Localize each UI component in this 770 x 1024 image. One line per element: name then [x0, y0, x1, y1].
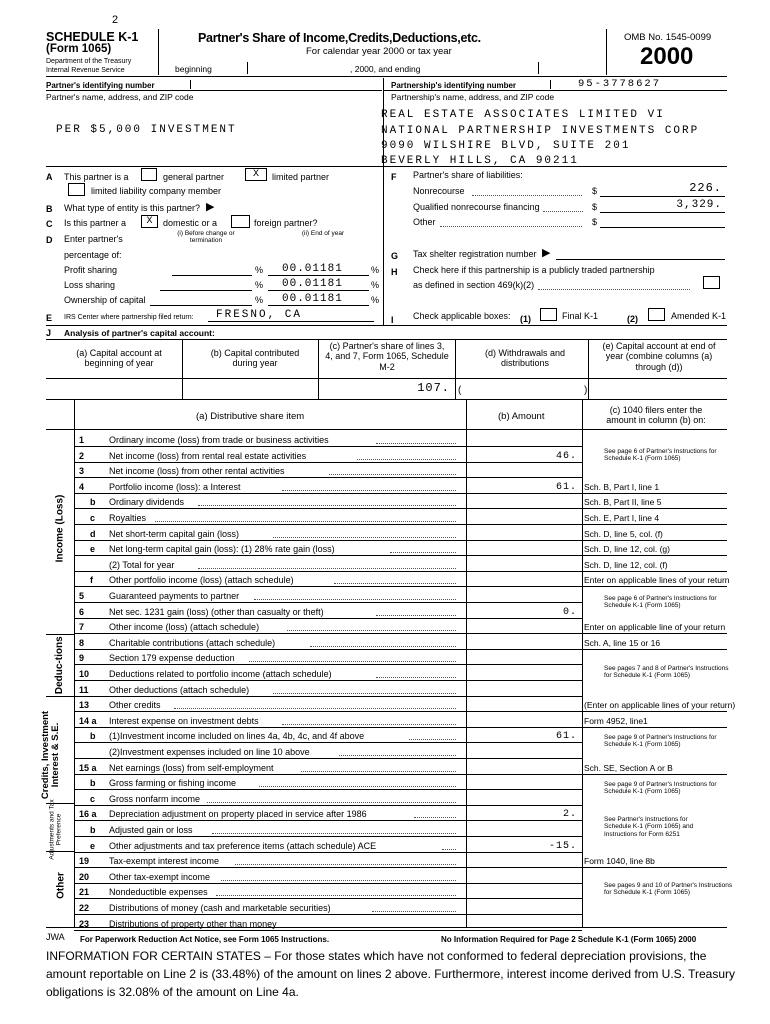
amended-k1-checkbox[interactable] [648, 308, 665, 321]
table-row [0, 697, 770, 712]
leader-dots [273, 537, 456, 538]
line-description: Royalties [109, 513, 147, 523]
irs-center-label: IRS Center where partnership filed return: [64, 314, 194, 321]
qualified-nonrecourse-label: Qualified nonrecourse financing [413, 202, 540, 212]
partnership-line-1: REAL ESTATE ASSOCIATES LIMITED VI [381, 109, 665, 121]
leader-dots [221, 880, 456, 881]
section-i-letter: I [391, 315, 394, 325]
state-info-paragraph: INFORMATION FOR CERTAIN STATES – For those states which have not conformed to federal depreciation provisions, the amount reportable on Line 2 is (33.48%) of the amount on lines 2 above. Furthermore, interest income derived from U.S. Treasury obligations is 32.08% of the amount on Line 4a. [46, 949, 736, 999]
line-sub-letter: d [90, 528, 96, 539]
instruction-ref: Sch. SE, Section A or B [584, 762, 673, 773]
section-f-letter: F [391, 172, 397, 182]
paren-open: ( [458, 385, 462, 396]
llc-member-label: limited liability company member [91, 186, 222, 196]
leader-dots [409, 739, 456, 740]
instruction-ref: Enter on applicable lines of your return [584, 575, 730, 586]
col-distributive-share: (a) Distributive share item [196, 411, 305, 422]
leader-dots [212, 833, 456, 834]
table-row [0, 541, 770, 556]
instruction-note: See page 9 of Partner's Instructions for Schedule K-1 (Form 1065) [604, 734, 717, 749]
percent-sign: % [255, 280, 264, 290]
col-d-header: (d) Withdrawals and distributions [484, 348, 566, 369]
section-j-letter: J [46, 328, 52, 338]
line-description: Charitable contributions (attach schedule) [109, 637, 276, 648]
table-row [0, 557, 770, 572]
section-e-letter: E [46, 313, 53, 323]
form-number: (Form 1065) [46, 43, 112, 55]
partnership-name-label: Partnership's name, address, and ZIP code [391, 92, 555, 102]
percent-sign: % [255, 265, 264, 275]
percent-sign: % [371, 280, 380, 290]
side-deductions: Deduc-tions [53, 636, 65, 695]
table-row [0, 635, 770, 650]
line-description: Net short-term capital gain (loss) [109, 528, 240, 539]
section-h-letter: H [391, 267, 398, 277]
col-1040-filers: (c) 1040 filers enter the amount in column (b) on: [606, 405, 706, 425]
amount-value: 0. [562, 606, 577, 618]
table-row [0, 463, 770, 478]
leader-dots [329, 474, 456, 475]
line-description: Guaranteed payments to partner [109, 591, 240, 601]
line-number: 16 a [79, 809, 97, 820]
percent-sign: % [371, 295, 380, 305]
limited-partner-checkbox[interactable]: X [245, 168, 267, 181]
side-adjustments: Adjustments and Tax Preference [48, 799, 62, 860]
line-number: 6 [79, 606, 85, 617]
line-description: Net income (loss) from rental real estate activities [109, 450, 307, 461]
line-sub-letter: e [90, 544, 96, 555]
line-number: 8 [79, 637, 85, 648]
end-of-year-header: (ii) End of year [301, 230, 345, 237]
instruction-note: See page 6 of Partner's Instructions for Schedule K-1 (Form 1065) [604, 448, 717, 463]
line-sub-letter: c [90, 513, 96, 523]
line-description: Distributions of money (cash and marketable securities) [109, 903, 331, 913]
line-number: 3 [79, 466, 85, 477]
loss-sharing-value: 00.01181 [282, 278, 343, 290]
ptp-label: Check here if this partnership is a publicly traded partnership [413, 265, 655, 275]
page-2-notice: No Information Required for Page 2 Schedule K-1 (Form 1065) 2000 [441, 935, 697, 944]
dept-treasury: Department of the Treasury [46, 58, 132, 65]
table-row [0, 713, 770, 728]
line-description: Gross nonfarm income [109, 793, 201, 804]
instruction-note: See pages 7 and 8 of Partner's Instructions for Schedule K-1 (Form 1065) [604, 665, 729, 680]
partnership-line-2: NATIONAL PARTNERSHIP INVESTMENTS CORP [381, 125, 700, 137]
line-number: 7 [79, 622, 85, 633]
partnership-id: 95-3778627 [578, 78, 662, 90]
partnership-line-4: BEVERLY HILLS, CA 90211 [381, 155, 579, 167]
line-number: 14 a [79, 715, 97, 726]
form-subtitle: For calendar year 2000 or tax year [306, 46, 452, 57]
leader-dots [216, 895, 456, 896]
line-number: 10 [79, 669, 90, 679]
beginning-label: beginning [175, 64, 212, 74]
leader-dots [249, 661, 456, 662]
col-e-header: (e) Capital account at end of year (combine columns (a) through (d)) [602, 341, 716, 372]
table-row [0, 853, 770, 868]
ptp-checkbox[interactable] [703, 276, 720, 289]
line-description: Net income (loss) from other rental activities [109, 466, 285, 477]
instruction-ref: Sch. D, line 5, col. (f) [584, 528, 663, 539]
capital-share-value: 107. [417, 381, 450, 395]
line-description: (2)Investment expenses included on line 10 above [109, 747, 310, 757]
line-description: (1)Investment income included on lines 4a, 4b, 4c, and 4f above [109, 731, 365, 742]
line-number: 21 [79, 887, 90, 898]
llc-member-checkbox[interactable] [68, 183, 85, 196]
profit-sharing-value: 00.01181 [282, 263, 343, 275]
leader-dots [339, 755, 456, 756]
line-description: Distributions of property other than money [109, 918, 277, 929]
line-description: Gross farming or fishing income [109, 778, 237, 789]
percent-sign: % [255, 295, 264, 305]
leader-dots [376, 615, 456, 616]
leader-dots [334, 583, 456, 584]
table-row [0, 619, 770, 634]
form-title: Partner's Share of Income,Credits,Deductions,etc. [198, 31, 481, 45]
section-g-letter: G [391, 251, 399, 261]
line-sub-letter: b [90, 778, 96, 789]
arrow-right-icon: ▶ [542, 247, 551, 259]
instruction-ref: (Enter on applicable lines of your return) [584, 700, 736, 711]
instruction-ref: Sch. D, line 12, col. (f) [584, 559, 668, 570]
section-d-text: Enter partner's [64, 234, 123, 244]
line-sub-letter: b [90, 497, 96, 508]
line-description: Deductions related to portfolio income (attach schedule) [109, 669, 332, 679]
leader-dots [254, 599, 456, 600]
line-description: Other adjustments and tax preference items (attach schedule) ACE [109, 840, 377, 851]
line-sub-letter: b [90, 731, 96, 742]
table-row [0, 494, 770, 509]
section-c-text: Is this partner a [64, 218, 127, 228]
box-2-number: (2) [627, 314, 638, 324]
limited-partner-label: limited partner [272, 172, 330, 182]
leader-dots [376, 677, 456, 678]
leader-dots [357, 459, 456, 460]
percent-sign: % [371, 265, 380, 275]
side-income-loss: Income (Loss) [54, 494, 66, 563]
line-number: 20 [79, 871, 90, 882]
tax-shelter-label: Tax shelter registration number [413, 249, 537, 259]
leader-dots [310, 646, 456, 647]
leader-dots [442, 849, 456, 850]
ending-label: , 2000, and ending [350, 64, 421, 74]
instruction-note: See pages 9 and 10 of Partner's Instructions for Schedule K-1 (Form 1065) [604, 882, 733, 897]
table-row [0, 479, 770, 494]
table-row [0, 900, 770, 915]
section-c-letter: C [46, 219, 53, 229]
irs-label: Internal Revenue Service [46, 67, 125, 74]
foreign-checkbox[interactable] [231, 215, 250, 228]
partner-name-label: Partner's name, address, and ZIP code [46, 92, 194, 102]
leader-dots [198, 568, 456, 569]
instruction-ref: Enter on applicable line of your return [584, 622, 726, 633]
table-row [0, 760, 770, 775]
table-row [0, 682, 770, 697]
line-description: Net long-term capital gain (loss): (1) 28% rate gain (loss) [109, 544, 335, 555]
line-description: Other income (loss) (attach schedule) [109, 622, 260, 633]
arrow-right-icon: ▶ [206, 201, 215, 213]
section-a-text: This partner is a [64, 172, 129, 182]
line-number: 23 [79, 918, 90, 929]
leader-dots [198, 505, 456, 506]
general-partner-label: general partner [163, 172, 225, 182]
applicable-boxes-label: Check applicable boxes: [413, 311, 511, 321]
line-number: 19 [79, 856, 90, 867]
partner-id-label: Partner's identifying number [46, 81, 155, 90]
line-description: Section 179 expense deduction [109, 653, 235, 664]
line-description: (2) Total for year [109, 559, 175, 570]
ptp-label-2: as defined in section 469(k)(2) [413, 280, 535, 290]
line-description: Other credits [109, 700, 161, 711]
col-b-header: (b) Capital contributed during year [210, 348, 300, 369]
leader-dots [372, 911, 457, 912]
dollar-sign: $ [592, 217, 598, 227]
line-description: Ordinary dividends [109, 497, 185, 508]
section-a-letter: A [46, 172, 53, 182]
dollar-sign: $ [592, 202, 598, 212]
schedule-title: SCHEDULE K-1 [46, 30, 139, 44]
section-d-text-2: percentage of: [64, 250, 122, 260]
amended-k1-label: Amended K-1 [671, 311, 727, 321]
profit-sharing-label: Profit sharing [64, 265, 118, 275]
side-credits: Credits, Investment Interest & S.E. [40, 710, 61, 800]
jwa-label: JWA [46, 932, 65, 942]
partner-name: PER $5,000 INVESTMENT [56, 124, 237, 136]
table-row [0, 650, 770, 665]
table-row [0, 572, 770, 587]
table-row [0, 432, 770, 447]
liabilities-label: Partner's share of liabilities: [413, 170, 523, 180]
leader-dots [155, 521, 456, 522]
nonrecourse-value: 226. [689, 181, 722, 195]
ownership-capital-value: 00.01181 [282, 293, 343, 305]
leader-dots [282, 724, 456, 725]
row-divider [74, 930, 582, 931]
line-number: 4 [79, 481, 85, 492]
instruction-ref: Sch. A, line 15 or 16 [584, 637, 661, 648]
dollar-sign: $ [592, 186, 598, 196]
line-number: 13 [79, 700, 90, 711]
instruction-ref: Sch. D, line 12, col. (g) [584, 544, 670, 555]
line-description: Net earnings (loss) from self-employment [109, 762, 274, 773]
amount-value: -15. [548, 840, 577, 852]
general-partner-checkbox[interactable] [141, 168, 157, 181]
line-description: Nondeductible expenses [109, 887, 208, 898]
line-description: Adjusted gain or loss [109, 825, 193, 835]
line-number: 2 [79, 450, 85, 461]
line-description: Other deductions (attach schedule) [109, 684, 250, 695]
page-number: 2 [112, 14, 119, 26]
leader-dots [259, 786, 456, 787]
line-number: 1 [79, 435, 85, 445]
line-sub-letter: f [90, 575, 93, 586]
line-sub-letter: e [90, 840, 96, 851]
capital-account-label: Analysis of partner's capital account: [64, 328, 215, 338]
leader-dots [207, 802, 456, 803]
line-sub-letter: b [90, 825, 96, 835]
domestic-checkbox[interactable]: X [141, 215, 158, 228]
col-c-header: (c) Partner's share of lines 3, 4, and 7, Form 1065, Schedule M-2 [325, 341, 449, 372]
line-description: Depreciation adjustment on property placed in service after 1986 [109, 809, 367, 820]
paperwork-notice: For Paperwork Reduction Act Notice, see Form 1065 Instructions. [80, 935, 330, 944]
instruction-note: See page 9 of Partner's Instructions for Schedule K-1 (Form 1065) [604, 781, 717, 796]
table-row [0, 510, 770, 525]
leader-dots [174, 708, 456, 709]
amount-value: 46. [555, 450, 577, 462]
table-row [0, 838, 770, 853]
other-liabilities-label: Other [413, 217, 436, 227]
line-number: 9 [79, 653, 85, 664]
table-row [0, 526, 770, 541]
line-description: Interest expense on investment debts [109, 715, 259, 726]
instruction-ref: Sch. B, Part II, line 5 [584, 497, 662, 508]
side-other: Other [55, 872, 67, 899]
line-description: Tax-exempt interest income [109, 856, 220, 867]
line-description: Net sec. 1231 gain (loss) (other than casualty or theft) [109, 606, 324, 617]
box-1-number: (1) [520, 314, 531, 324]
amount-value: 61. [555, 731, 577, 743]
instruction-ref: Form 1040, line 8b [584, 856, 655, 867]
line-description: Portfolio income (loss): a Interest [109, 481, 241, 492]
section-b-text: What type of entity is this partner? [64, 203, 201, 213]
leader-dots [390, 552, 456, 553]
line-description: Other portfolio income (loss) (attach schedule) [109, 575, 294, 586]
nonrecourse-label: Nonrecourse [413, 186, 465, 196]
paren-close: ) [584, 385, 588, 396]
leader-dots [301, 771, 456, 772]
line-number: 11 [79, 684, 89, 695]
amount-value: 2. [562, 809, 577, 821]
omb-number: OMB No. 1545-0099 [624, 32, 712, 43]
col-a-header: (a) Capital account at beginning of year [76, 348, 162, 369]
qualified-nonrecourse-value: 3,329. [676, 199, 722, 211]
leader-dots [376, 443, 456, 444]
instruction-note: See Partner's Instructions for Schedule K-1 (Form 1065) and Instructions for Form 6251 [604, 816, 694, 838]
domestic-label: domestic or a [163, 218, 218, 228]
section-b-letter: B [46, 204, 53, 214]
instruction-note: See page 6 of Partner's Instructions for Schedule K-1 (Form 1065) [604, 595, 717, 610]
partnership-id-label: Partnership's identifying number [391, 81, 517, 90]
leader-dots [287, 630, 456, 631]
leader-dots [273, 693, 456, 694]
instruction-ref: Sch. B, Part I, line 1 [584, 481, 660, 492]
line-description: Other tax-exempt income [109, 871, 211, 882]
line-number: 5 [79, 591, 85, 601]
loss-sharing-label: Loss sharing [64, 280, 116, 290]
before-change-header: (i) Before change or termination [177, 230, 235, 245]
section-d-letter: D [46, 235, 53, 245]
irs-center-value: FRESNO, CA [216, 309, 303, 321]
instruction-ref: Form 4952, line1 [584, 715, 648, 726]
leader-dots [282, 490, 456, 491]
final-k1-label: Final K-1 [562, 311, 599, 321]
final-k1-checkbox[interactable] [540, 308, 557, 321]
ownership-capital-label: Ownership of capital [64, 295, 146, 305]
line-description: Ordinary income (loss) from trade or business activities [109, 435, 329, 445]
col-amount: (b) Amount [498, 411, 545, 422]
partnership-line-3: 9090 WILSHIRE BLVD, SUITE 201 [381, 140, 631, 152]
line-number: 15 a [79, 762, 97, 773]
leader-dots [235, 864, 456, 865]
instruction-ref: Sch. E, Part I, line 4 [584, 513, 660, 523]
line-sub-letter: c [90, 793, 96, 804]
table-row [0, 916, 770, 931]
line-number: 22 [79, 903, 90, 913]
leader-dots [414, 817, 456, 818]
tax-year: 2000 [640, 43, 694, 70]
foreign-label: foreign partner? [254, 218, 318, 228]
amount-value: 61. [555, 481, 577, 493]
